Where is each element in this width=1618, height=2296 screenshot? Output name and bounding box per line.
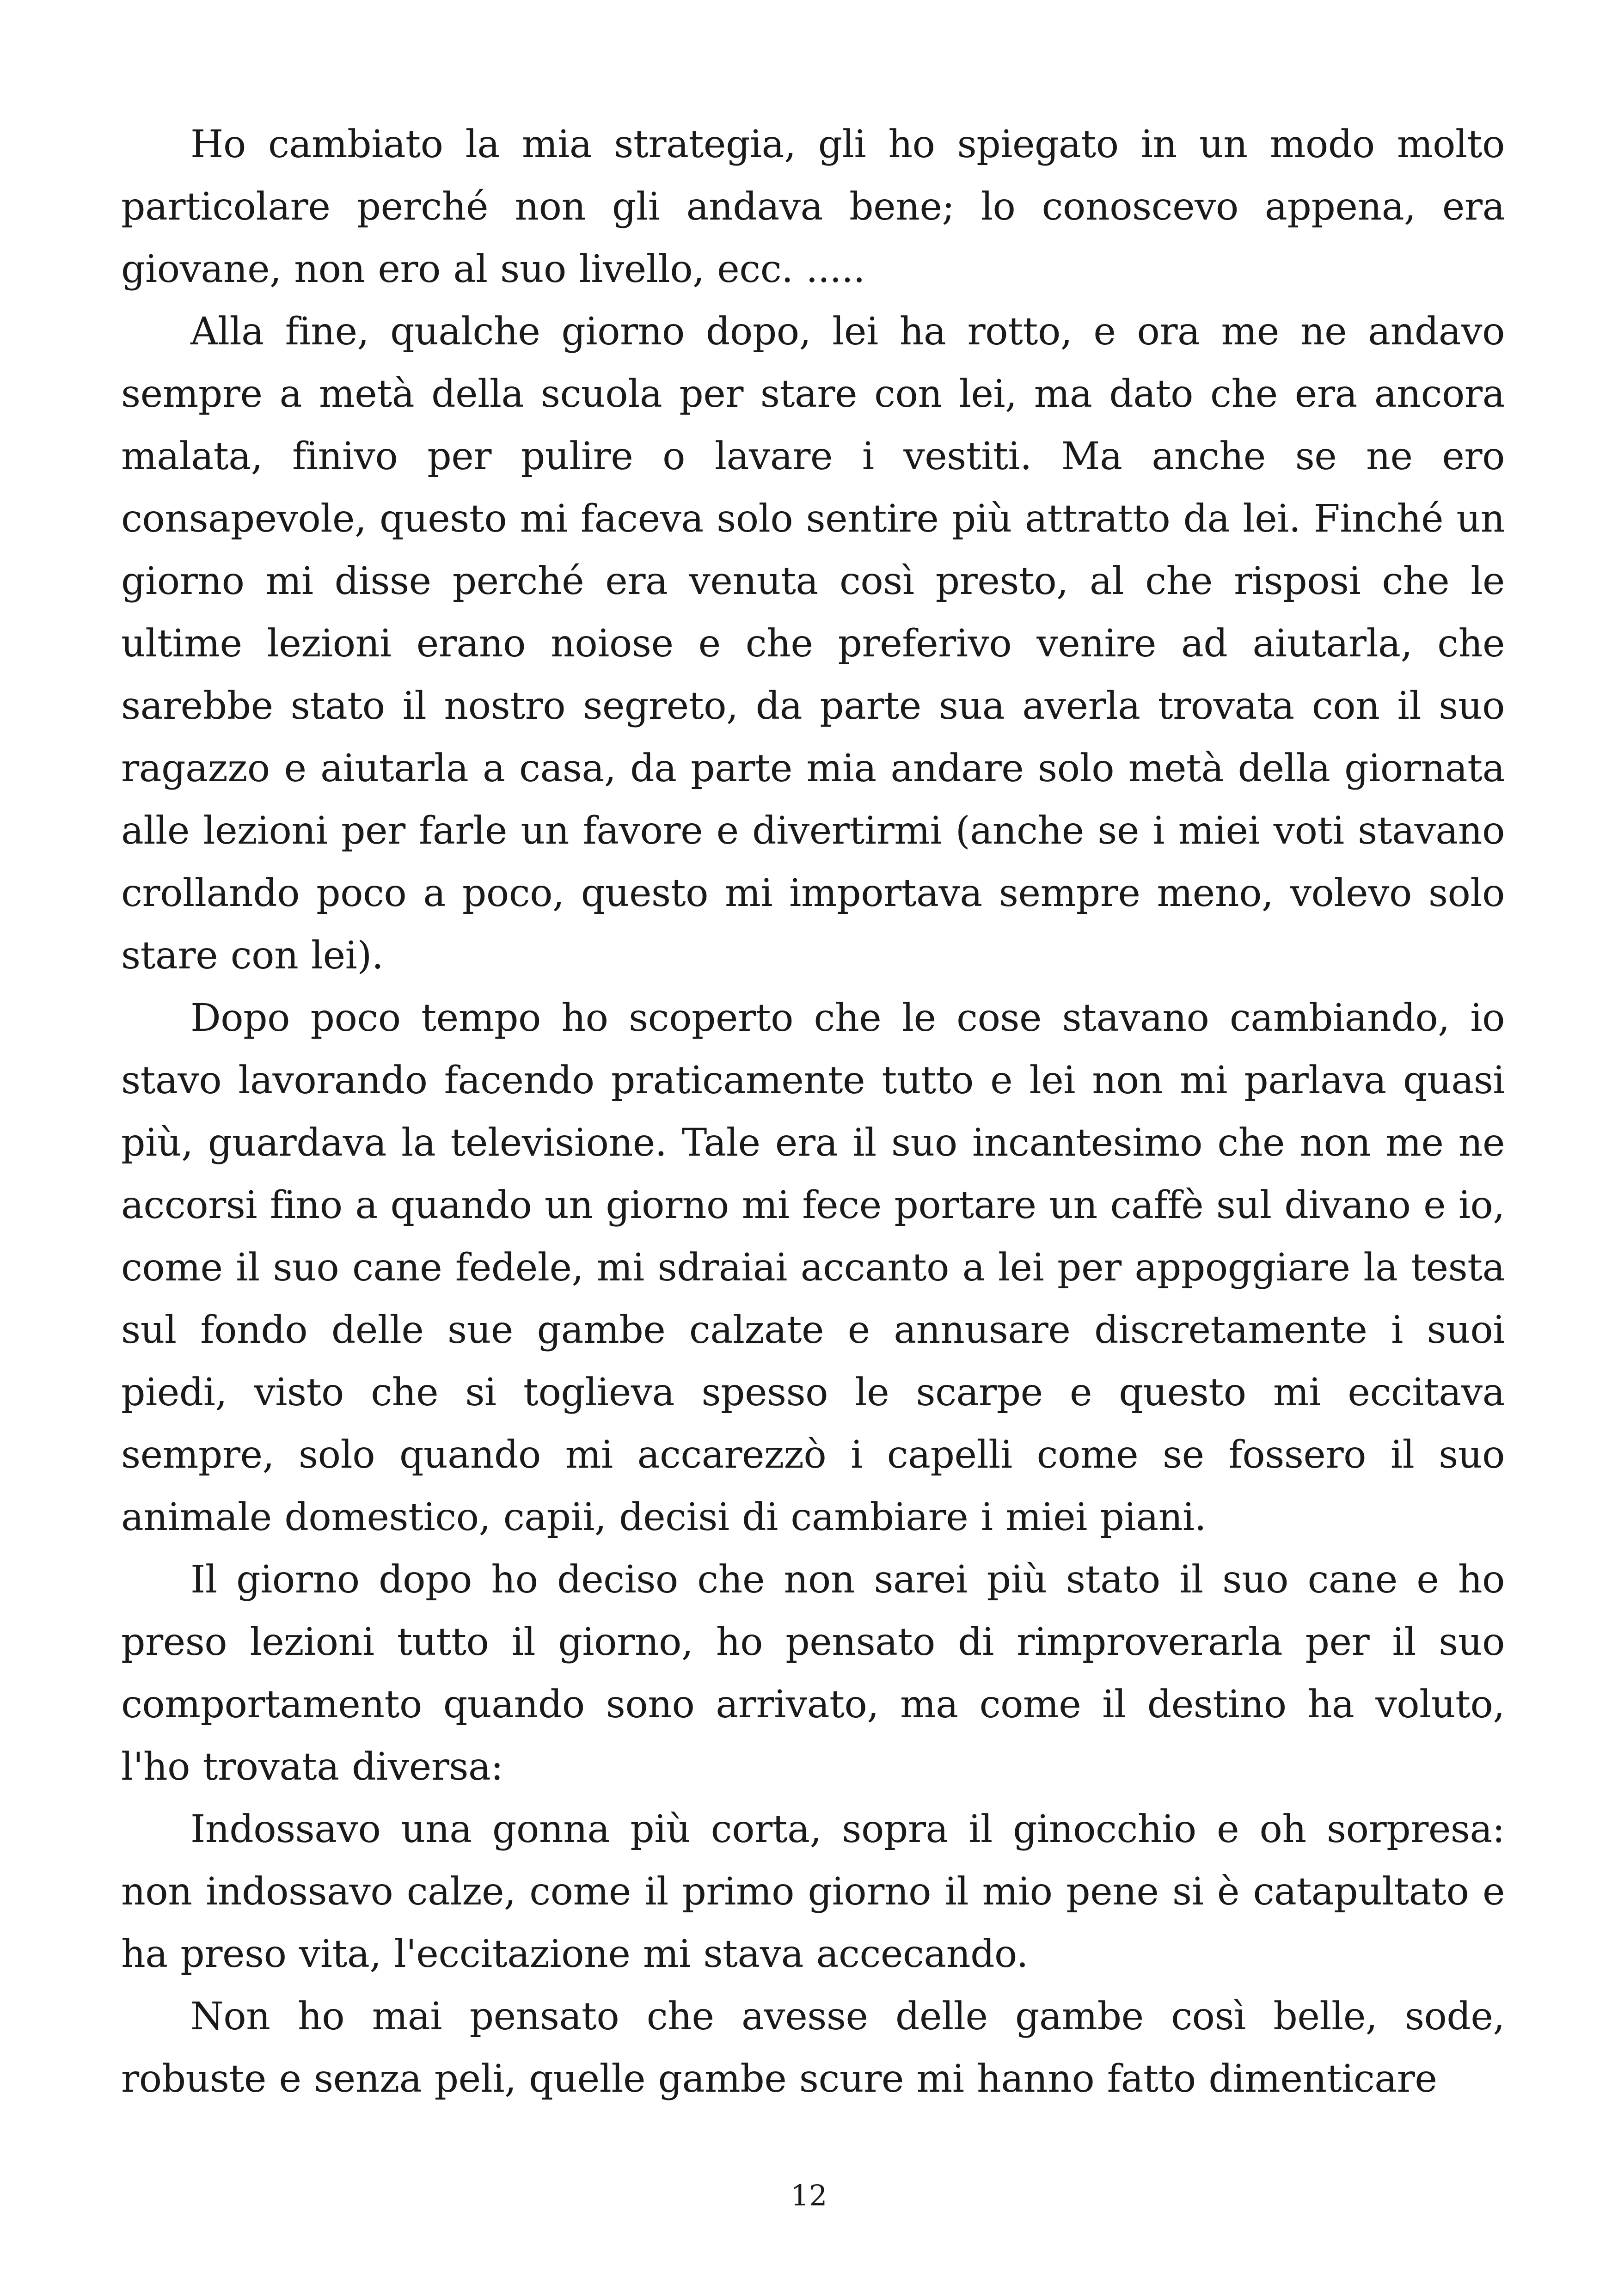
page-number: 12: [791, 2179, 827, 2212]
paragraph-1: Ho cambiato la mia strategia, gli ho spiegato in un modo molto particolare perché non gli andava bene; lo conoscevo appena, era giovane, non ero al suo livello, ecc. .....: [121, 122, 1505, 291]
paragraph-6: Non ho mai pensato che avesse delle gambe così belle, sode, robuste e senza peli, quelle gambe scure mi hanno fatto dimenticare: [121, 1995, 1505, 2101]
paragraph-2: Alla fine, qualche giorno dopo, lei ha rotto, e ora me ne andavo sempre a metà della scuola per stare con lei, ma dato che era ancora malata, finivo per pulire o lavare i vestiti. Ma anche se ne ero consapevole, questo mi faceva solo sentire più attratto da lei. Finché un giorno mi disse perché era venuta così presto, al che risposi che le ultime lezioni erano noiose e che preferivo venire ad aiutarla, che sarebbe stato il nostro segreto, da parte sua averla trovata con il suo ragazzo e aiutarla a casa, da parte mia andare solo metà della giornata alle lezioni per farle un favore e divertirmi (anche se i miei voti stavano crollando poco a poco, questo mi importava sempre meno, volevo solo stare con lei).: [121, 310, 1505, 978]
paragraph-4: Il giorno dopo ho deciso che non sarei più stato il suo cane e ho preso lezioni tutto il giorno, ho pensato di rimproverarla per il suo comportamento quando sono arrivato, ma come il destino ha voluto, l'ho trovata diversa:: [121, 1558, 1505, 1789]
paragraph-3: Dopo poco tempo ho scoperto che le cose stavano cambiando, io stavo lavorando facendo praticamente tutto e lei non mi parlava quasi più, guardava la televisione. Tale era il suo incantesimo che non me ne accorsi fino a quando un giorno mi fece portare un caffè sul divano e io, come il suo cane fedele, mi sdraiai accanto a lei per appoggiare la testa sul fondo delle sue gambe calzate e annusare discretamente i suoi piedi, visto che si toglieva spesso le scarpe e questo mi eccitava sempre, solo quando mi accarezzò i capelli come se fossero il suo animale domestico, capii, decisi di cambiare i miei piani.: [121, 996, 1505, 1539]
paragraph-5: Indossavo una gonna più corta, sopra il ginocchio e oh sorpresa: non indossavo calze, come il primo giorno il mio pene si è catapultato e ha preso vita, l'eccitazione mi stava accecando.: [121, 1807, 1505, 1976]
page-body: [121, 113, 1505, 2110]
